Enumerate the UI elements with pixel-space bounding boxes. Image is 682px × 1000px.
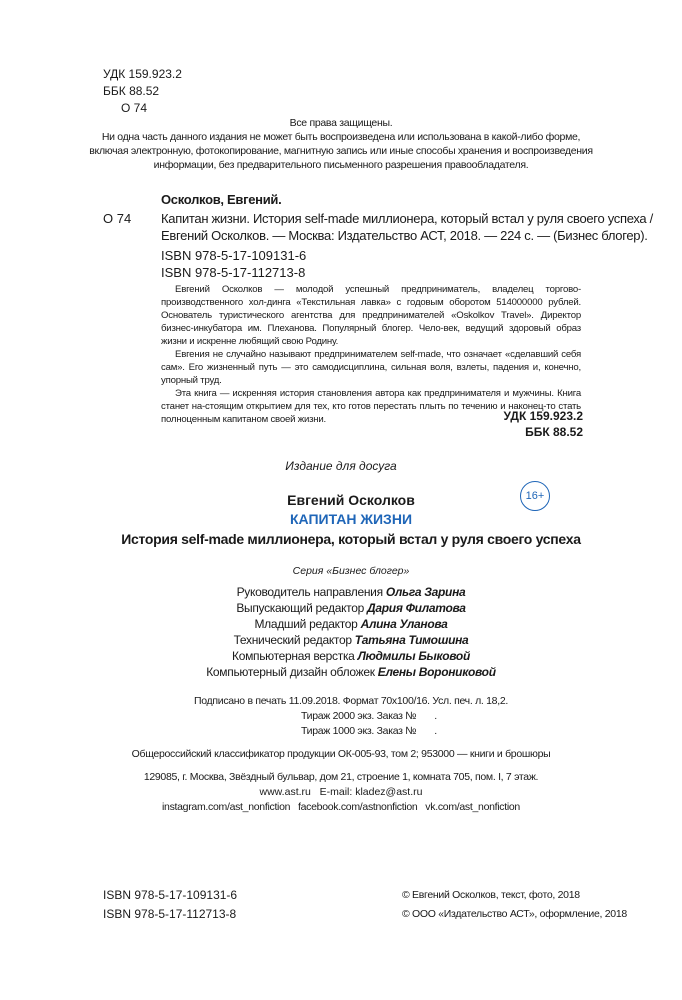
footer-isbn-1: ISBN 978-5-17-109131-6 bbox=[103, 888, 238, 902]
credit-line bbox=[0, 584, 682, 600]
annotation-paragraph: Евгения не случайно называют предпринимателем self-made, что означает «сделавший себя сам». Его жизненный путь — это самодисциплина, сильная воля, взлеты, падения и, конечно, упорный труд. bbox=[161, 349, 581, 386]
credit-line bbox=[0, 632, 682, 648]
print-signed: Подписано в печать 11.09.2018. Формат 70х100/16. Усл. печ. л. 18,2. bbox=[193, 695, 508, 707]
rights-line: включая электронную, фотокопирование, магнитную запись или иные способы хранения и воспроизведения bbox=[89, 145, 593, 157]
rights-line: информации, без предварительного письменного разрешения правообладателя. bbox=[153, 159, 529, 171]
catalog-bbk: ББК 88.52 bbox=[525, 425, 583, 439]
publisher-web-email: www.ast.ru E-mail: kladez@ast.ru bbox=[259, 786, 423, 798]
catalog-udk: УДК 159.923.2 bbox=[503, 409, 583, 423]
annotation-paragraph: Эта книга — искренняя история становления автора как предпринимателя и мужчины. Книга станет на-стоящим открытием для тех, кто готов перестать плыть по течению и наконец-то стать полноценным капитаном своей жизни. bbox=[161, 388, 581, 425]
print-run-1 bbox=[301, 709, 437, 723]
print-run-dot: . bbox=[434, 710, 437, 722]
edition-author: Евгений Осколков bbox=[287, 492, 415, 508]
top-author-mark: О 74 bbox=[121, 101, 148, 115]
catalog-author-mark: О 74 bbox=[103, 211, 132, 226]
credit-line bbox=[0, 600, 682, 616]
credits-block bbox=[0, 584, 682, 680]
top-bbk: ББК 88.52 bbox=[103, 84, 160, 98]
rights-line: Все права защищены. bbox=[289, 117, 393, 129]
catalog-desc-line: Капитан жизни. История self-made миллионера, который встал у руля своего успеха / bbox=[161, 211, 653, 226]
product-classifier: Общероссийский классификатор продукции ОК-005-93, том 2; 953000 — книги и брошюры bbox=[131, 748, 551, 760]
credit-name: Елены Ворониковой bbox=[377, 665, 496, 679]
edition-series: Серия «Бизнес блогер» bbox=[292, 565, 410, 577]
age-rating-badge: 16+ bbox=[520, 481, 550, 511]
rights-line: Ни одна часть данного издания не может быть воспроизведена или использована в какой-либо форме, bbox=[101, 131, 581, 143]
credit-name: Алина Уланова bbox=[360, 617, 448, 631]
catalog-isbn-2: ISBN 978-5-17-112713-8 bbox=[161, 265, 306, 280]
edition-title: КАПИТАН ЖИЗНИ bbox=[289, 511, 413, 527]
footer-copyright-2: © ООО «Издательство АСТ», оформление, 2018 bbox=[402, 908, 627, 920]
credit-role: Выпускающий редактор bbox=[236, 601, 364, 615]
print-run-2 bbox=[301, 724, 437, 738]
edition-subtitle: История self-made миллионера, который встал у руля своего успеха bbox=[121, 531, 581, 547]
credit-name: Людмилы Быковой bbox=[357, 649, 470, 663]
credit-line bbox=[0, 616, 682, 632]
credit-role: Компьютерная верстка bbox=[232, 649, 355, 663]
footer-isbn-2: ISBN 978-5-17-112713-8 bbox=[103, 907, 237, 921]
top-udk: УДК 159.923.2 bbox=[103, 67, 182, 81]
catalog-author-heading: Осколков, Евгений. bbox=[161, 192, 282, 207]
catalog-annotation bbox=[161, 283, 581, 426]
publisher-social-links: instagram.com/ast_nonfiction facebook.com/astnonfiction vk.com/ast_nonfiction bbox=[162, 801, 520, 813]
credit-name: Ольга Зарина bbox=[385, 585, 466, 599]
edition-purpose: Издание для досуга bbox=[285, 459, 397, 473]
catalog-isbn-1: ISBN 978-5-17-109131-6 bbox=[161, 248, 307, 263]
credit-role: Руководитель направления bbox=[236, 585, 383, 599]
credit-role: Компьютерный дизайн обложек bbox=[206, 665, 375, 679]
print-run-text: Тираж 1000 экз. Заказ № bbox=[301, 725, 417, 737]
rights-notice bbox=[40, 116, 642, 172]
print-run-dot: . bbox=[434, 725, 437, 737]
credit-role: Младший редактор bbox=[254, 617, 358, 631]
publisher-address: 129085, г. Москва, Звёздный бульвар, дом 21, строение 1, комната 705, пом. I, 7 этаж. bbox=[143, 771, 539, 783]
footer-copyright-1: © Евгений Осколков, текст, фото, 2018 bbox=[402, 889, 580, 901]
catalog-desc-line: Евгений Осколков. — Москва: Издательство АСТ, 2018. — 224 с. — (Бизнес блогер). bbox=[161, 228, 648, 243]
print-run-text: Тираж 2000 экз. Заказ № bbox=[301, 710, 417, 722]
credit-line bbox=[0, 664, 682, 680]
annotation-paragraph: Евгений Осколков — молодой успешный предприниматель, владелец торгово-производственного хол-динга «Текстильная лавка» с годовым оборотом 514000000 рублей. Основатель туристического агентства для предпринимателей «Oskolkov Travel». Директор бизнес-инкубатора им. Плеханова. Популярный блогер. Чело-век, ведущий здоровый образ жизни и искренне любящий свою Родину. bbox=[161, 284, 581, 347]
credit-name: Татьяна Тимошина bbox=[354, 633, 469, 647]
catalog-description bbox=[161, 210, 653, 244]
credit-line bbox=[0, 648, 682, 664]
credit-role: Технический редактор bbox=[233, 633, 352, 647]
credit-name: Дария Филатова bbox=[367, 601, 466, 615]
